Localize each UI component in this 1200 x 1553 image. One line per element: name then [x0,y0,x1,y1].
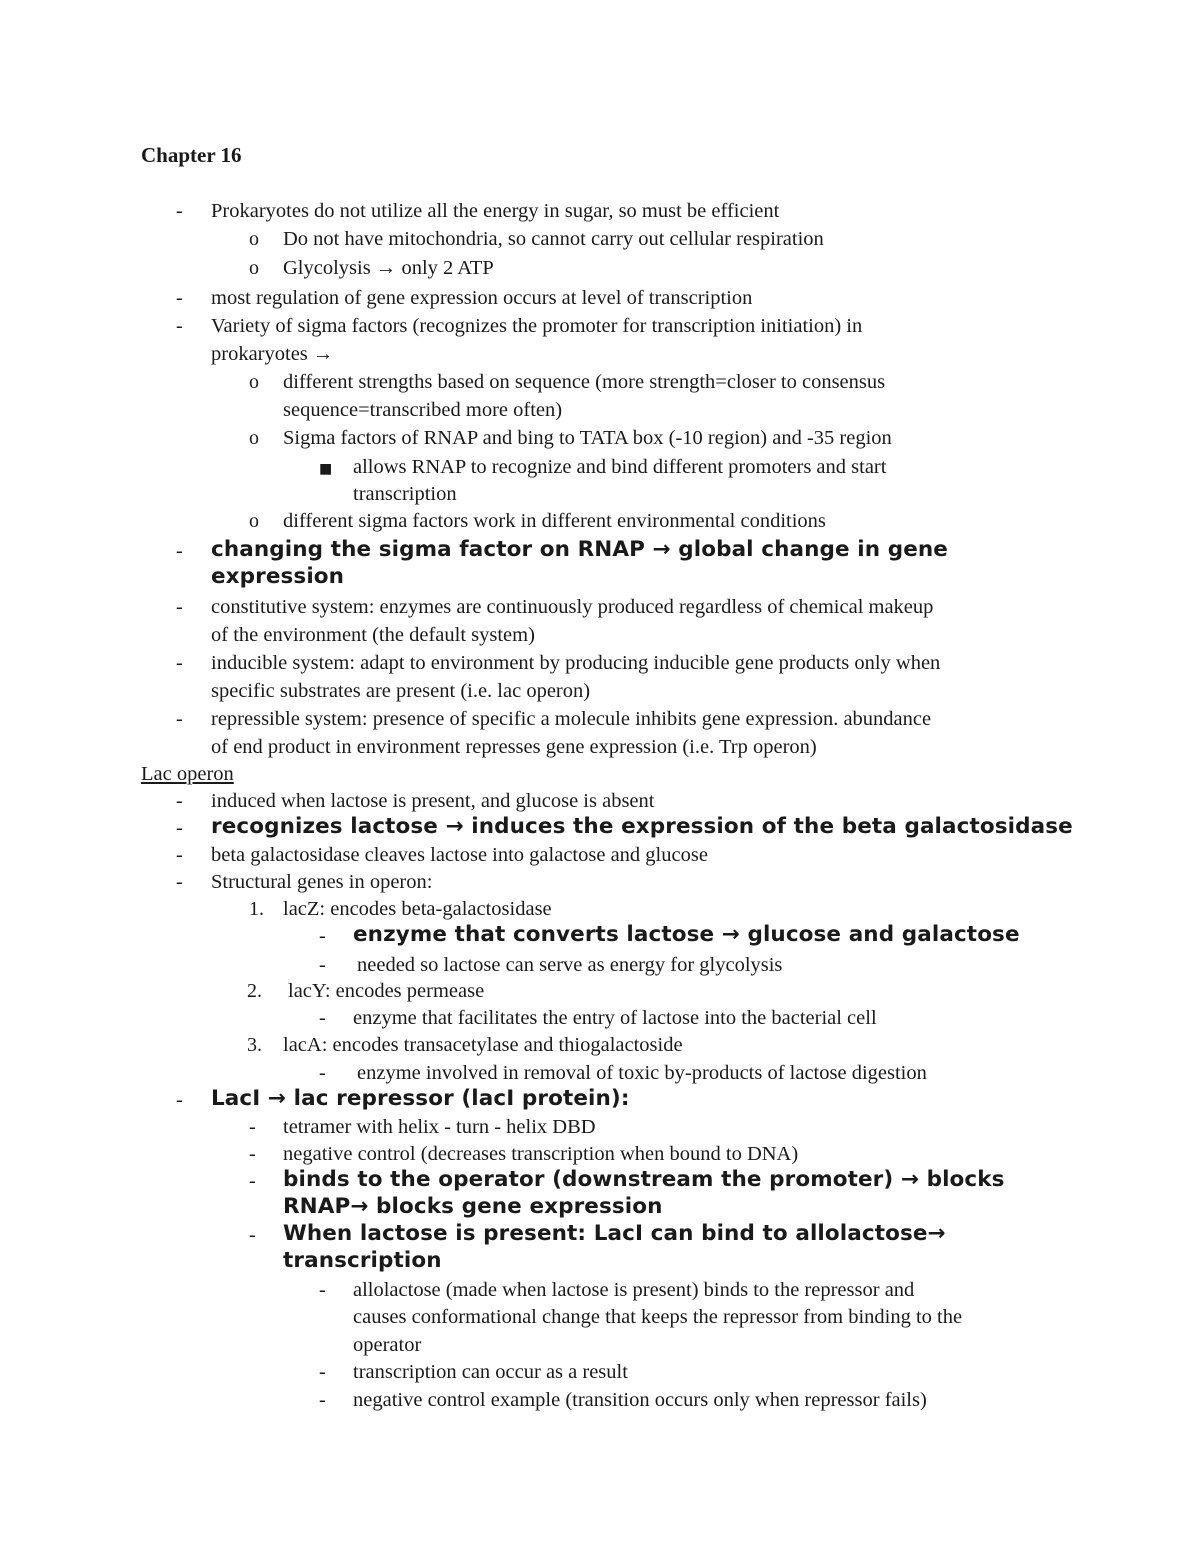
page-title: Chapter 16 [141,143,242,167]
note-line: lacZ: encodes beta-galactosidase [283,898,552,920]
note-line: of the environment (the default system) [211,624,535,646]
note-line: allows RNAP to recognize and bind different promoters and start [353,456,887,478]
bullet-dash-icon: - [176,287,183,309]
note-line: sequence=transcribed more often) [283,399,563,421]
bullet-dash-icon: - [249,1224,256,1246]
note-line: transcription can occur as a result [353,1361,628,1383]
bullet-dash-icon: - [319,1361,326,1383]
list-number: 1. [249,898,264,920]
bullet-dash-icon: - [319,1279,326,1301]
note-line: negative control example (transition occurs only when repressor fails) [353,1389,927,1411]
note-line: RNAP→ blocks gene expression [283,1194,663,1219]
note-line: allolactose (made when lactose is present) binds to the repressor and [353,1279,915,1301]
bullet-dash-icon: - [176,652,183,674]
note-line: Structural genes in operon: [211,871,433,893]
note-line: Do not have mitochondria, so cannot carry out cellular respiration [283,228,824,250]
bullet-circle-icon: o [249,510,259,532]
bullet-dash-icon: - [176,315,183,337]
note-line: Prokaryotes do not utilize all the energy in sugar, so must be efficient [211,200,780,222]
note-line: operator [353,1334,422,1356]
note-line: expression [211,564,345,589]
note-line: constitutive system: enzymes are continuously produced regardless of chemical makeup [211,596,934,618]
bullet-dash-icon: - [249,1116,256,1138]
note-line: prokaryotes → [211,343,334,365]
bullet-dash-icon: - [249,1143,256,1165]
bullet-circle-icon: o [249,371,259,393]
note-line: different sigma factors work in different environmental conditions [283,510,826,532]
note-line: changing the sigma factor on RNAP → global change in gene [211,537,948,562]
bullet-dash-icon: - [319,954,326,976]
note-line: Glycolysis → only 2 ATP [283,257,494,279]
note-line: induced when lactose is present, and glucose is absent [211,790,655,812]
bullet-dash-icon: - [176,200,183,222]
bullet-dash-icon: - [176,596,183,618]
note-line: causes conformational change that keeps the repressor from binding to the [353,1306,963,1328]
note-line: inducible system: adapt to environment by producing inducible gene products only when [211,652,941,674]
note-line: enzyme that facilitates the entry of lactose into the bacterial cell [353,1007,877,1029]
note-line: transcription [283,1248,442,1273]
note-line: different strengths based on sequence (more strength=closer to consensus [283,371,886,393]
bullet-dash-icon: - [176,790,183,812]
note-line: lacA: encodes transacetylase and thiogalactoside [283,1034,683,1056]
note-line: LacI → lac repressor (lacI protein): [211,1086,630,1111]
list-number: 2. [247,980,262,1002]
note-line: beta galactosidase cleaves lactose into galactose and glucose [211,844,708,866]
note-line: transcription [353,483,457,505]
list-number: 3. [247,1034,262,1056]
bullet-dash-icon: - [176,540,183,562]
note-line: When lactose is present: LacI can bind to allolactose→ [283,1221,946,1246]
note-line: tetramer with helix - turn - helix DBD [283,1116,596,1138]
note-line: repressible system: presence of specific a molecule inhibits gene expression. abundance [211,708,932,730]
bullet-dash-icon: - [319,1389,326,1411]
bullet-dash-icon: - [176,844,183,866]
bullet-dash-icon: - [176,817,183,839]
bullet-dash-icon: - [319,925,326,947]
section-heading: Lac operon [141,763,234,785]
bullet-circle-icon: o [249,257,259,279]
note-line: Variety of sigma factors (recognizes the promoter for transcription initiation) in [211,315,863,337]
note-line: needed so lactose can serve as energy for glycolysis [357,954,783,976]
note-line: of end product in environment represses gene expression (i.e. Trp operon) [211,736,817,758]
note-line: most regulation of gene expression occurs at level of transcription [211,287,753,309]
note-line: specific substrates are present (i.e. lac operon) [211,680,591,702]
note-line: negative control (decreases transcription when bound to DNA) [283,1143,799,1165]
note-line: lacY: encodes permease [288,980,485,1002]
bullet-dash-icon: - [176,708,183,730]
note-line: enzyme involved in removal of toxic by-products of lactose digestion [357,1062,927,1084]
note-line: recognizes lactose → induces the expression of the beta galactosidase [211,814,1073,839]
note-line: Sigma factors of RNAP and bing to TATA box (-10 region) and -35 region [283,427,892,449]
bullet-dash-icon: - [176,871,183,893]
bullet-circle-icon: o [249,228,259,250]
bullet-dash-icon: - [319,1007,326,1029]
bullet-circle-icon: o [249,427,259,449]
bullet-dash-icon: - [319,1062,326,1084]
bullet-square-icon: ■ [319,461,333,477]
note-line: enzyme that converts lactose → glucose and galactose [353,922,1020,947]
bullet-dash-icon: - [176,1089,183,1111]
note-line: binds to the operator (downstream the promoter) → blocks [283,1167,1005,1192]
bullet-dash-icon: - [249,1170,256,1192]
